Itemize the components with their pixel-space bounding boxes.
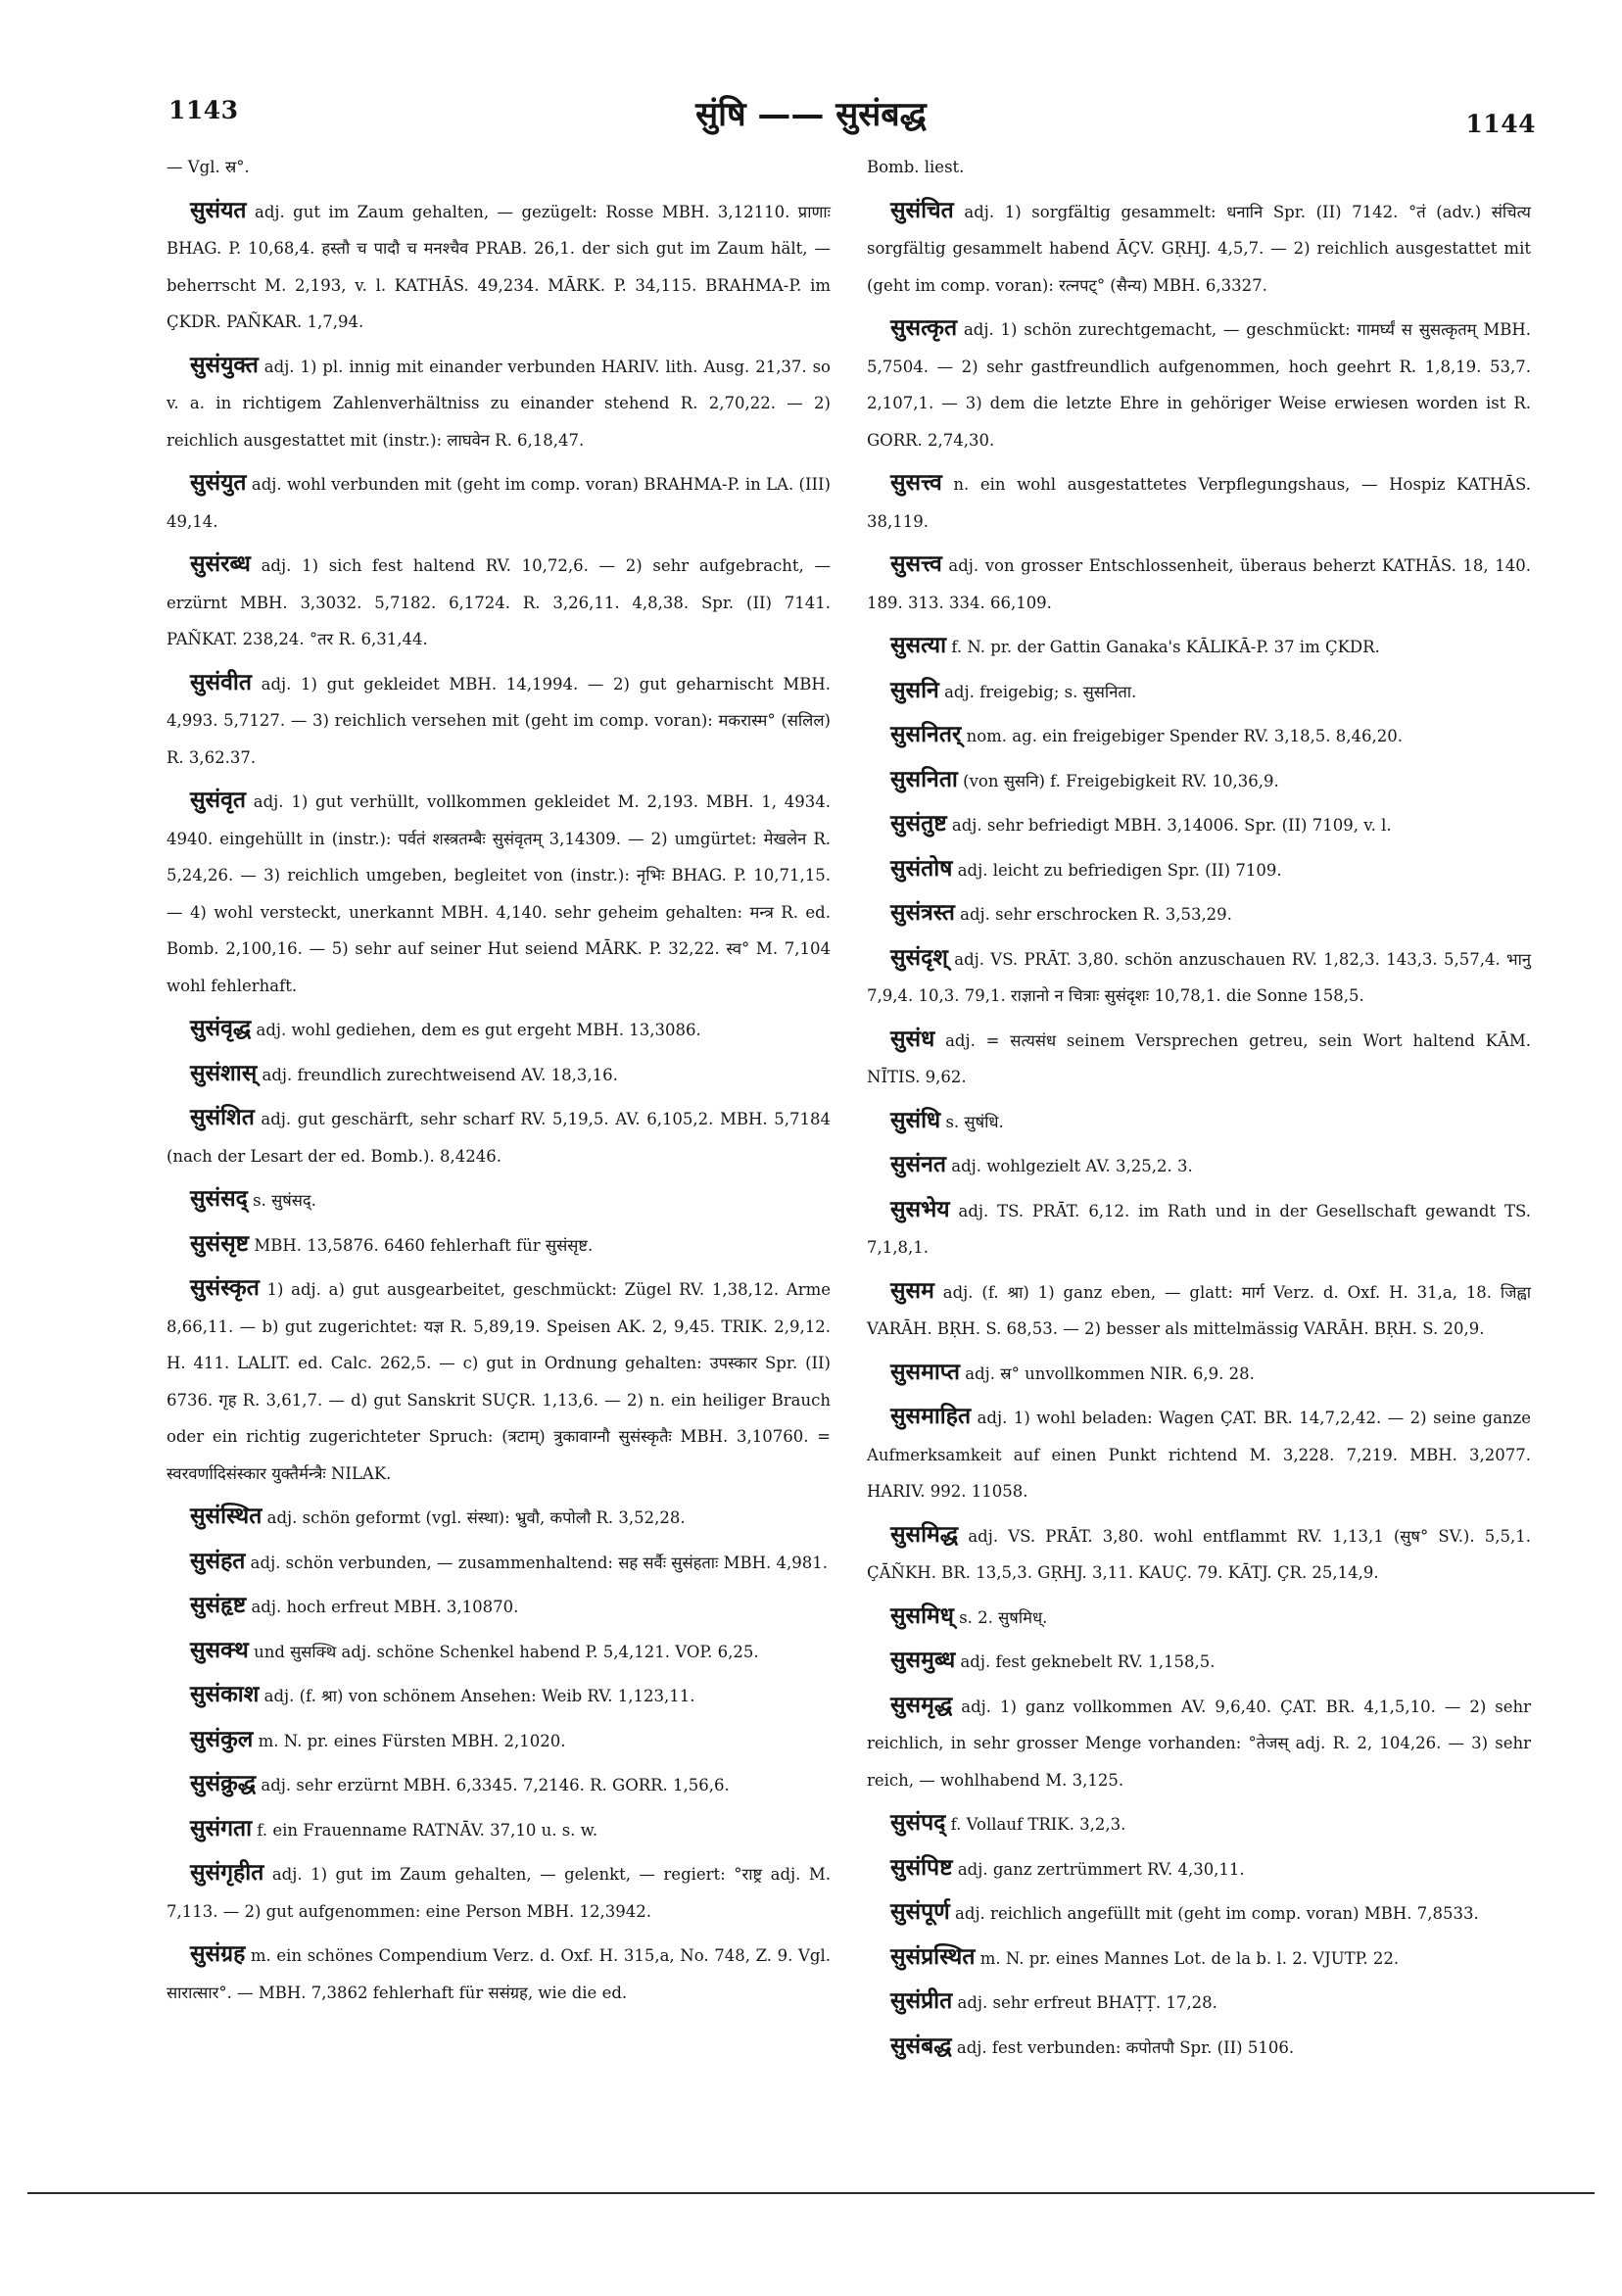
entry-definition: adj. sehr erfreut BHAṬṬ. 17,28.: [957, 1993, 1217, 2012]
dictionary-entry: [867, 761, 1531, 800]
entry-definition: s. सुषंसद्.: [253, 1191, 316, 1210]
entry-headword: सुसंगृहीत: [190, 1859, 264, 1886]
entry-definition: n. ein wohl ausgestattetes Verpflegungshaus, — Hospiz KATHĀS. 38,119.: [867, 475, 1531, 531]
dictionary-entry: [167, 1721, 831, 1760]
entry-headword: सुसंशित: [190, 1104, 255, 1130]
entry-headword: सुसंबद्ध: [890, 2032, 952, 2059]
entry-headword: सुसंप्रस्थित: [890, 1942, 976, 1970]
entry-headword: सुसंधि: [890, 1106, 941, 1133]
dictionary-entry: [167, 1936, 831, 2011]
dictionary-entry: [867, 894, 1531, 933]
entry-headword: सुसभेय: [890, 1195, 950, 1222]
entry-headword: सुसंवृद्ध: [190, 1015, 252, 1041]
entry-headword: सुसनि: [890, 676, 939, 703]
entry-headword: सुसम: [890, 1276, 934, 1304]
dictionary-entry: [167, 1810, 831, 1849]
entry-definition: adj. 1) ganz vollkommen AV. 9,6,40. ÇAT. BR. 4,1,5,10. — 2) sehr reichlich, in sehr grosser Menge vorhanden: °तेजस् adj. R. 2, 104,26. — 3) sehr reich, — wohlhabend M. 3,125.: [867, 1697, 1531, 1790]
dictionary-entry: [167, 149, 831, 186]
entry-definition: s. 2. सुषमिध्.: [959, 1607, 1048, 1627]
entry-headword: सुसंहत: [190, 1547, 246, 1574]
dictionary-entry: [167, 1010, 831, 1049]
entry-definition: adj. स्र° unvollkommen NIR. 6,9. 28.: [965, 1363, 1255, 1383]
entry-definition: und सुसक्थि adj. schöne Schenkel habend P. 5,4,121. VOP. 6,25.: [254, 1642, 759, 1661]
dictionary-entry: [867, 310, 1531, 458]
dictionary-entry: [167, 1632, 831, 1671]
entry-headword: सुसंपद्: [890, 1809, 946, 1836]
entry-headword: सुसंयत: [190, 196, 247, 223]
entry-definition: adj. VS. PRĀT. 3,80. schön anzuschauen RV. 1,82,3. 143,3. 5,57,4. भानु 7,9,4. 10,3. 79,1. राज्ञानो न चित्राः सुसंदृशः 10,78,1. die Sonne 158,5.: [867, 949, 1531, 1005]
entry-definition: adj. ganz zertrümmert RV. 4,30,11.: [957, 1859, 1245, 1879]
dictionary-entry: [867, 1938, 1531, 1978]
entry-definition: adj. 1) pl. innig mit einander verbunden HARIV. lith. Ausg. 21,37. so v. a. in richtigem Zahlenverhältniss zu einander stehend R. 2,70,22. — 2) reichlich ausgestattet mit (instr.): लाघवेन R. 6,18,47.: [167, 357, 831, 450]
entry-definition: nom. ag. ein freigebiger Spender RV. 3,18,5. 8,46,20.: [966, 727, 1404, 745]
entry-definition: adj. schön geformt (vgl. संस्था): भ्रुवौ, कपोलौ R. 3,52,28.: [266, 1508, 686, 1527]
entry-headword: सुसंपिष्ट: [890, 1853, 953, 1881]
entry-headword: सुसत्त्व: [890, 550, 942, 577]
entry-definition: adj. 1) gut im Zaum gehalten, — gelenkt, — regiert: °राष्ट्र adj. M. 7,113. — 2) gut aufgenommen: eine Person MBH. 12,3942.: [167, 1865, 832, 1921]
entry-headword: सुसमिध्: [890, 1602, 954, 1629]
entry-definition: adj. 1) sorgfältig gesammelt: धनानि Spr. (II) 7142. °तं (adv.) संचित्य sorgfältig gesammelt habend ĀÇV. GṚHJ. 4,5,7. — 2) reichlich ausgestattet mit (geht im comp. voran): रत्नपट्° (सैन्य) MBH. 6,3327.: [867, 202, 1531, 295]
page-number-left: 1143: [168, 96, 239, 124]
dictionary-entry: [167, 546, 831, 658]
entry-definition: adj. gut im Zaum gehalten, — gezügelt: Rosse MBH. 3,12110. प्राणाः BHAG. P. 10,68,4. हस्तौ च पादौ च मनश्चैव PRAB. 26,1. der sich gut im Zaum hält, — beherrscht M. 2,193, v. l. KATHĀS. 49,234. MĀRK. P. 34,115. BRAHMA-P. im ÇKDR. PAÑKAR. 1,7,94.: [167, 202, 832, 331]
entry-definition: adj. 1) gut verhüllt, vollkommen gekleidet M. 2,193. MBH. 1, 4934. 4940. eingehüllt in (instr.): पर्वतं शस्त्रतम्बैः सुसंवृतम् 3,14309. — 2) umgürtet: मेखलेन R. 5,24,26. — 3) reichlich umgeben, begleitet von (instr.): नृभिः BHAG. P. 10,71,15. — 4) wohl versteckt, unerkannt MBH. 4,140. sehr geheim gehalten: मन्त्र R. ed. Bomb. 2,100,16. — 5) sehr auf seiner Hut seiend MĀRK. P. 32,22. स्व° M. 7,104 wohl fehlerhaft.: [167, 792, 831, 995]
dictionary-entry: [167, 1180, 831, 1220]
entry-definition: adj. fest verbunden: कपोतपौ Spr. (II) 5106.: [956, 2037, 1295, 2057]
dictionary-entry: [867, 1642, 1531, 1681]
entry-headword: सुसंकुल: [190, 1725, 254, 1752]
page-number-right: 1144: [1465, 110, 1536, 138]
entry-definition: adj. wohl verbunden mit (geht im comp. voran) BRAHMA-P. in LA. (III) 49,14.: [167, 475, 831, 531]
entry-headword: सुसंवृत: [190, 787, 246, 813]
entry-headword: सुसंयुक्त: [190, 351, 259, 378]
dictionary-entry: [167, 1854, 831, 1930]
dictionary-entry: [867, 627, 1531, 666]
entry-headword: सुसंनत: [890, 1151, 946, 1177]
entry-definition: m. N. pr. eines Mannes Lot. de la b. l. 2. VJUTP. 22.: [979, 1948, 1400, 1968]
dictionary-entry: [867, 805, 1531, 844]
dictionary-entry: [867, 1983, 1531, 2022]
entry-definition: adj. von grosser Entschlossenheit, überaus beherzt KATHĀS. 18, 140. 189. 313. 334. 66,109.: [867, 556, 1531, 612]
entry-headword: सुसक्थ: [190, 1636, 249, 1663]
entry-definition: adj. sehr befriedigt MBH. 3,14006. Spr. (II) 7109, v. l.: [951, 816, 1392, 835]
entry-headword: सुसमृद्ध: [890, 1691, 953, 1718]
dictionary-entry: [867, 672, 1531, 711]
entry-headword: सुसंवीत: [190, 668, 252, 695]
entry-headword: सुसंशास्: [190, 1059, 258, 1086]
dictionary-entry: [867, 1354, 1531, 1393]
left-column: [167, 149, 831, 2017]
entry-definition: adj. 1) sich fest haltend RV. 10,72,6. — 2) sehr aufgebracht, — erzürnt MBH. 3,3032. 5,7182. 6,1724. R. 3,26,11. 4,8,38. Spr. (II) 7141. PAÑKAT. 238,24. °तर R. 6,31,44.: [167, 556, 831, 648]
dictionary-entry: [867, 1893, 1531, 1933]
dictionary-entry: [867, 464, 1531, 540]
dictionary-entry: [167, 1055, 831, 1094]
entry-headword: सुसंचित: [890, 196, 954, 223]
entry-headword: सुसंसृष्ट: [190, 1229, 250, 1257]
entry-definition: adj. fest geknebelt RV. 1,158,5.: [960, 1652, 1216, 1671]
entry-headword: सुसंस्थित: [190, 1503, 262, 1529]
entry-headword: सुसत्त्व: [890, 469, 942, 496]
dictionary-entry: [867, 1146, 1531, 1185]
dictionary-entry: [867, 1272, 1531, 1348]
right-column: [867, 149, 1531, 2072]
dictionary-entry: [167, 347, 831, 459]
entry-headword: सुसंगता: [190, 1814, 253, 1842]
entry-headword: सुसंस्कृत: [190, 1274, 260, 1301]
entry-headword: सुसंग्रह: [190, 1940, 246, 1967]
dictionary-entry: [867, 546, 1531, 621]
dictionary-entry: [867, 1102, 1531, 1141]
dictionary-entry: [167, 1676, 831, 1715]
entry-definition: adj. sehr erzürnt MBH. 6,3345. 7,2146. R. GORR. 1,56,6.: [261, 1776, 730, 1794]
entry-headword: सुसंत्रस्त: [890, 899, 955, 926]
entry-definition: f. ein Frauenname RATNĀV. 37,10 u. s. w.: [257, 1820, 598, 1840]
entry-definition: m. N. pr. eines Fürsten MBH. 2,1020.: [258, 1731, 566, 1750]
entry-definition: adj. freundlich zurechtweisend AV. 18,3,16.: [262, 1065, 618, 1084]
entry-definition: adj. reichlich angefüllt mit (geht im comp. voran) MBH. 7,8533.: [955, 1904, 1479, 1923]
footer-rule: [27, 2192, 1595, 2194]
entry-definition: — Vgl. स्र°.: [167, 158, 250, 176]
dictionary-entry: [167, 1269, 831, 1492]
dictionary-entry: [867, 1687, 1531, 1799]
dictionary-entry: [867, 149, 1531, 186]
entry-definition: adj. VS. PRĀT. 3,80. wohl entflammt RV. 1,13,1 (सुष° SV.). 5,5,1. ÇĀÑKH. BR. 13,5,3. GṚHJ. 3,11. KAUÇ. 79. KĀTJ. ÇR. 25,14,9.: [867, 1526, 1531, 1582]
dictionary-entry: [867, 1516, 1531, 1592]
dictionary-entry: [167, 1543, 831, 1582]
dictionary-entry: [867, 1849, 1531, 1889]
entry-headword: सुसमुब्ध: [890, 1647, 956, 1673]
entry-headword: सुसंदृश्: [890, 943, 948, 971]
dictionary-entry: [167, 782, 831, 1004]
dictionary-entry: [167, 1587, 831, 1626]
entry-headword: सुसंयुत: [190, 469, 247, 496]
entry-definition: 1) adj. a) gut ausgearbeitet, geschmückt: Zügel RV. 1,38,12. Arme 8,66,11. — b) gut zugerichtet: यज्ञ R. 5,89,19. Speisen AK. 2, 9,45. TRIK. 2,9,12. H. 411. LALIT. ed. Calc. 262,5. — c) gut in Ordnung gehalten: उपस्कार Spr. (II) 6736. गृह R. 3,61,7. — d) gut Sanskrit SUÇR. 1,13,6. — 2) n. ein heiliger Brauch oder ein richtig zugerichteter Spruch: (त्रटाम्) त्रुकावाग्नौ सुसंस्कृतैः MBH. 3,10760. = स्वरवर्णादिसंस्कार युक्तैर्मन्त्रैः NILAK.: [167, 1280, 831, 1483]
entry-definition: (von सुसनि) f. Freigebigkeit RV. 10,36,9.: [963, 771, 1279, 790]
entry-definition: adj. 1) gut gekleidet MBH. 14,1994. — 2) gut geharnischt MBH. 4,993. 5,7127. — 3) reichlich versehen mit (geht im comp. voran): मकरास्म° (सलिल) R. 3,62.37.: [167, 674, 831, 767]
entry-definition: adj. leicht zu befriedigen Spr. (II) 7109.: [957, 860, 1282, 880]
entry-definition: adj. gut geschärft, sehr scharf RV. 5,19,5. AV. 6,105,2. MBH. 5,7184 (nach der Lesart der ed. Bomb.). 8,4246.: [167, 1110, 831, 1166]
entry-headword: सुसमाहित: [890, 1403, 972, 1429]
dictionary-entry: [867, 1191, 1531, 1267]
dictionary-entry: [167, 1099, 831, 1174]
entry-headword: सुसंक्रुद्ध: [190, 1770, 257, 1796]
entry-definition: adj. wohl gediehen, dem es gut ergeht MBH. 13,3086.: [256, 1021, 701, 1039]
dictionary-entry: [167, 192, 831, 341]
entry-headword: सुसंतुष्ट: [890, 810, 947, 837]
dictionary-entry: [867, 1398, 1531, 1510]
entry-definition: adj. schön verbunden, — zusammenhaltend: सह सर्वैः सुसंहताः MBH. 4,981.: [250, 1553, 829, 1572]
entry-definition: adj. hoch erfreut MBH. 3,10870.: [251, 1598, 519, 1616]
entry-headword: सुसंहृष्ट: [190, 1592, 247, 1618]
entry-definition: adj. (f. श्रा) 1) ganz eben, — glatt: मार्ग Verz. d. Oxf. H. 31,a, 18. जिह्वा VARĀH. BṚH. S. 68,53. — 2) besser als mittelmässig VARĀH. BṚH. S. 20,9.: [867, 1282, 1532, 1338]
entry-headword: सुसनितर्: [890, 721, 962, 747]
dictionary-entry: [167, 1498, 831, 1537]
dictionary-entry: [867, 716, 1531, 755]
entry-definition: s. सुषंधि.: [945, 1112, 1004, 1131]
entry-definition: adj. 1) wohl beladen: Wagen ÇAT. BR. 14,7,2,42. — 2) seine ganze Aufmerksamkeit auf einen Punkt richtend M. 3,228. 7,219. MBH. 3,2077. HARIV. 992. 11058.: [867, 1409, 1531, 1501]
entry-headword: सुसंतोष: [890, 854, 953, 882]
entry-headword: सुसत्या: [890, 632, 947, 658]
dictionary-entry: [867, 850, 1531, 889]
entry-headword: सुसमाप्त: [890, 1358, 961, 1385]
dictionary-entry: [167, 1765, 831, 1804]
entry-definition: f. Vollauf TRIK. 3,2,3.: [950, 1815, 1126, 1834]
entry-headword: सुसमिद्ध: [890, 1520, 959, 1548]
dictionary-entry: [167, 464, 831, 540]
dictionary-entry: [867, 1804, 1531, 1843]
entry-headword: सुसंप्रीत: [890, 1987, 953, 2014]
dictionary-entry: [167, 1225, 831, 1265]
entry-definition: adj. sehr erschrocken R. 3,53,29.: [960, 905, 1232, 924]
dictionary-entry: [867, 1598, 1531, 1637]
dictionary-entry: [867, 2028, 1531, 2067]
header-title: सुंषि —— सुसंबद्ध: [695, 95, 927, 134]
entry-headword: सुसंसद्: [190, 1185, 248, 1212]
dictionary-entry: [867, 939, 1531, 1015]
entry-headword: सुसंकाश: [190, 1681, 260, 1707]
entry-definition: adj. TS. PRĀT. 6,12. im Rath und in der Gesellschaft gewandt TS. 7,1,8,1.: [867, 1201, 1531, 1257]
entry-headword: सुसंध: [890, 1025, 935, 1052]
entry-definition: adj. freigebig; s. सुसनिता.: [944, 682, 1137, 701]
entry-definition: Bomb. liest.: [867, 158, 965, 176]
dictionary-entry: [167, 664, 831, 777]
page-header: [0, 86, 1622, 145]
entry-headword: सुसत्कृत: [890, 314, 958, 341]
dictionary-entry: [867, 1021, 1531, 1096]
entry-definition: m. ein schönes Compendium Verz. d. Oxf. H. 315,a, No. 748, Z. 9. Vgl. सारात्सार°. — MBH. 7,3862 fehlerhaft für ससंग्रह, wie die ed.: [167, 1946, 831, 2002]
entry-definition: MBH. 13,5876. 6460 fehlerhaft für सुसंसृष्ट.: [254, 1235, 594, 1255]
entry-definition: adj. 1) schön zurechtgemacht, — geschmückt: गामर्घ्यं स सुसत्कृतम् MBH. 5,7504. — 2) sehr gastfreundlich aufgenommen, hoch geehrt R. 1,8,19. 53,7. 2,107,1. — 3) dem die letzte Ehre in gehöriger Weise erwiesen worden ist R. GORR. 2,74,30.: [867, 320, 1531, 450]
entry-definition: f. N. pr. der Gattin Ganaka's KĀLIKĀ-P. 37 im ÇKDR.: [951, 638, 1380, 656]
entry-definition: adj. = सत्यसंध seinem Versprechen getreu, sein Wort haltend KĀM. NĪTIS. 9,62.: [867, 1030, 1531, 1086]
entry-headword: सुसंपूर्ण: [890, 1898, 950, 1925]
entry-headword: सुसनिता: [890, 765, 958, 792]
entry-definition: adj. (f. श्रा) von schönem Ansehen: Weib RV. 1,123,11.: [263, 1687, 695, 1705]
dictionary-entry: [867, 192, 1531, 305]
entry-definition: adj. wohlgezielt AV. 3,25,2. 3.: [951, 1157, 1193, 1175]
entry-headword: सुसंरब्ध: [190, 550, 251, 577]
